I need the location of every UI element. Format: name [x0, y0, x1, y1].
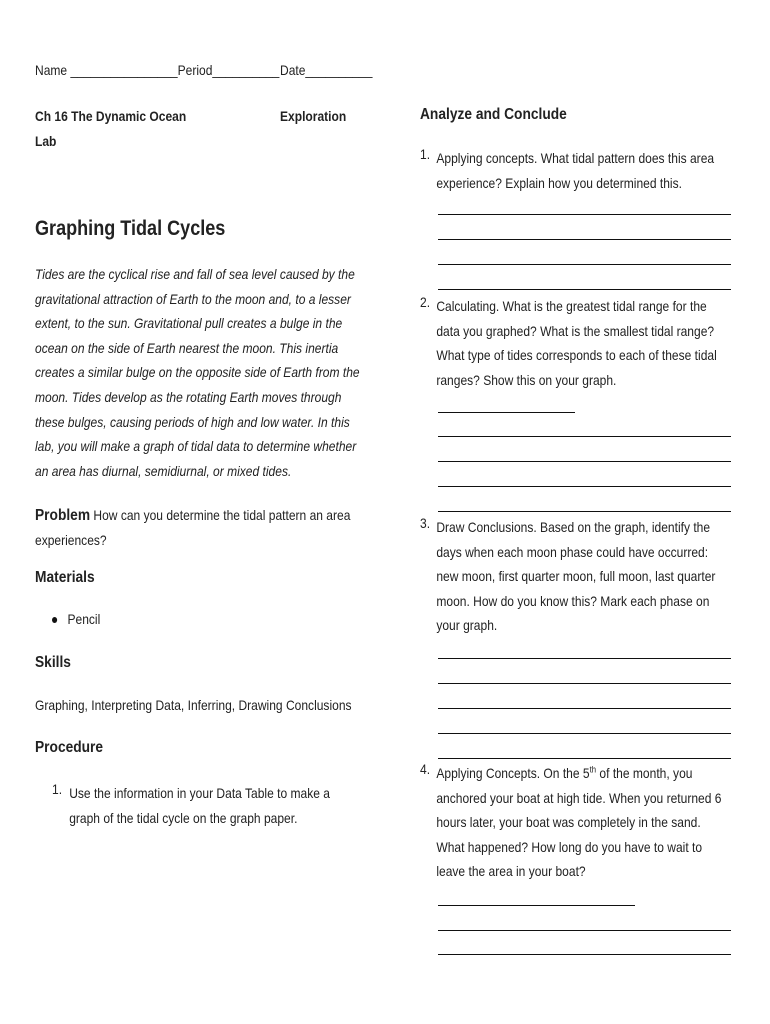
intro-line: an area has diurnal, semidiurnal, or mixed tides.: [35, 462, 292, 479]
bullet-icon: [52, 617, 57, 623]
answer-line[interactable]: [438, 435, 731, 437]
name-label: Name ________________: [35, 62, 178, 78]
q1-num: 1.: [420, 146, 431, 162]
page-title: Graphing Tidal Cycles: [35, 217, 226, 240]
exploration-label: [280, 104, 346, 129]
materials-heading: Materials: [35, 569, 95, 586]
q4-answer-lines[interactable]: [438, 904, 731, 955]
problem-text-1: How can you determine the tidal pattern an area: [90, 507, 351, 523]
intro-line: Tides are the cyclical rise and fall of sea level caused by the: [35, 266, 355, 282]
intro-line: these bulges, causing periods of high and low water. In this: [35, 413, 350, 430]
procedure-line-2: graph of the tidal cycle on the graph paper.: [69, 809, 298, 826]
answer-line[interactable]: [438, 411, 575, 413]
question-4: [420, 761, 721, 884]
answer-line[interactable]: [438, 732, 731, 734]
skills-text: Graphing, Interpreting Data, Inferring, Drawing Conclusions: [35, 697, 352, 713]
procedure-line-1: Use the information in your Data Table to make a: [69, 785, 330, 801]
question-3: [420, 515, 715, 638]
answer-line[interactable]: [438, 682, 731, 684]
q1-answer-lines[interactable]: [438, 213, 731, 290]
q4-line-1-a: Applying Concepts. On the 5: [436, 765, 590, 781]
answer-line[interactable]: [438, 510, 731, 512]
intro-line: moon. Tides develop as the rotating Earth moves through: [35, 388, 342, 405]
procedure-step-1: [52, 781, 330, 830]
q4-num: 4.: [420, 761, 431, 777]
intro-paragraph: [35, 262, 360, 483]
intro-line: gravitational attraction of Earth to the moon and, to a lesser: [35, 290, 351, 307]
header-date-field[interactable]: Date__________: [280, 62, 373, 78]
q2-line-3: What type of tides corresponds to each of these tidal: [436, 347, 717, 364]
intro-line: lab, you will make a graph of tidal data to determine whether: [35, 438, 357, 455]
q3-line-2: days when each moon phase could have occurred:: [436, 543, 709, 560]
problem-text-2: experiences?: [35, 531, 107, 548]
q2-answer-lines[interactable]: [438, 411, 731, 512]
lab-title-line1: Ch 16 The Dynamic Ocean: [35, 108, 187, 124]
q2-line-1: Calculating. What is the greatest tidal range for the: [436, 298, 707, 314]
lab-title: [35, 104, 186, 153]
answer-line[interactable]: [438, 904, 635, 906]
answer-line[interactable]: [438, 263, 731, 265]
q3-num: 3.: [420, 515, 431, 531]
intro-line: creates a similar bulge on the opposite side of Earth from the: [35, 364, 360, 381]
lab-title-line2: Lab: [35, 132, 57, 149]
q1-line-1: Applying concepts. What tidal pattern does this area: [436, 150, 715, 166]
procedure-heading: Procedure: [35, 739, 104, 756]
q4-line-4: What happened? How long do you have to wait to: [436, 838, 703, 855]
answer-line[interactable]: [438, 238, 731, 240]
answer-line[interactable]: [438, 288, 731, 290]
q1-line-2: experience? Explain how you determined this.: [436, 174, 682, 191]
q3-line-3: new moon, first quarter moon, full moon, last quarter: [436, 568, 716, 585]
exploration-text: Exploration: [280, 108, 347, 124]
problem-label: Problem: [35, 507, 91, 524]
answer-line[interactable]: [438, 929, 731, 931]
answer-line[interactable]: [438, 213, 731, 215]
intro-line: extent, to the sun. Gravitational pull creates a bulge in the: [35, 315, 343, 332]
period-label: Period__________: [177, 62, 280, 78]
problem-section: [35, 503, 350, 552]
answer-line[interactable]: [438, 657, 731, 659]
analyze-heading: Analyze and Conclude: [420, 106, 567, 123]
material-pencil: Pencil: [67, 611, 101, 627]
answer-line[interactable]: [438, 757, 731, 759]
q4-line-2: anchored your boat at high tide. When you returned 6: [436, 789, 722, 806]
answer-line[interactable]: [438, 460, 731, 462]
q3-line-1: Draw Conclusions. Based on the graph, identify the: [436, 519, 711, 535]
materials-list-item: [52, 611, 100, 627]
q4-line-1-b: of the month, you: [596, 765, 693, 781]
q4-line-5: leave the area in your boat?: [436, 863, 586, 880]
header-name-field[interactable]: [35, 62, 279, 78]
question-2: [420, 294, 717, 392]
q2-num: 2.: [420, 294, 431, 310]
answer-line[interactable]: [438, 707, 731, 709]
q3-line-4: moon. How do you know this? Mark each phase on: [436, 592, 710, 609]
procedure-num: 1.: [52, 781, 63, 797]
q4-line-1-sup: th: [589, 764, 597, 775]
answer-line[interactable]: [438, 485, 731, 487]
q4-line-3: hours later, your boat was completely in the sand.: [436, 814, 701, 831]
q3-answer-lines[interactable]: [438, 657, 731, 759]
q4-line-1: [436, 761, 721, 786]
q2-line-4: ranges? Show this on your graph.: [436, 371, 617, 388]
intro-line: ocean on the side of Earth nearest the moon. This inertia: [35, 339, 339, 356]
answer-line[interactable]: [438, 953, 731, 955]
q3-line-5: your graph.: [436, 617, 498, 634]
skills-heading: Skills: [35, 654, 71, 671]
q2-line-2: data you graphed? What is the smallest tidal range?: [436, 322, 715, 339]
question-1: [420, 146, 714, 195]
